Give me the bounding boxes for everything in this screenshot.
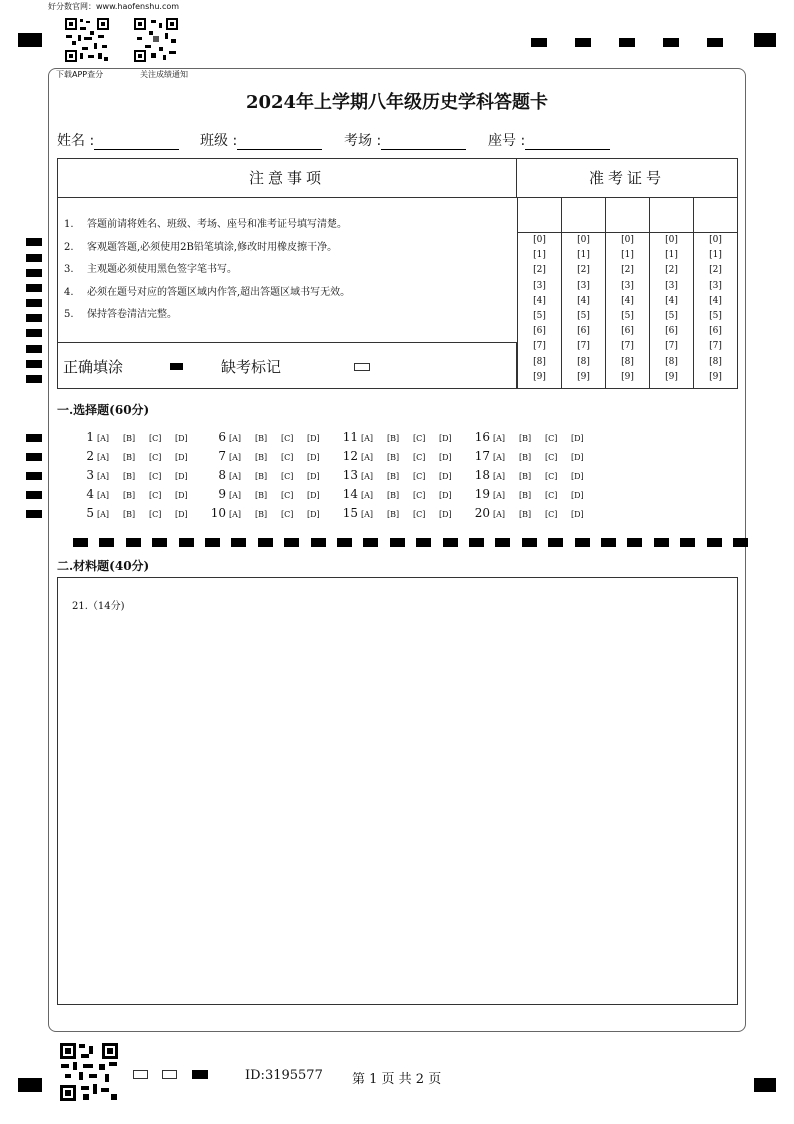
choice-question	[70, 487, 201, 501]
admit-bubble[interactable]: [9]	[709, 371, 722, 382]
timing-mark	[469, 538, 484, 547]
question-number: 3	[86, 468, 94, 482]
timing-mark	[363, 538, 378, 547]
seat-field[interactable]	[488, 130, 610, 150]
timing-mark	[575, 538, 590, 547]
question-number: 12	[342, 449, 358, 463]
admit-bubble[interactable]: [9]	[533, 371, 546, 382]
site-header: 好分数官网：www.haofenshu.com	[48, 2, 180, 11]
option-bubble[interactable]: [A]	[361, 472, 374, 481]
admit-bubble[interactable]: [7]	[621, 341, 634, 352]
admit-bubble[interactable]: [9]	[621, 371, 634, 382]
name-line[interactable]	[94, 136, 179, 150]
admit-bubble[interactable]: [4]	[533, 295, 546, 306]
timing-mark	[531, 38, 547, 47]
option-bubble[interactable]: [A]	[229, 453, 242, 462]
timing-mark	[26, 269, 42, 277]
correct-fill-sample	[170, 363, 183, 370]
notice-item	[64, 214, 350, 237]
timing-mark	[205, 538, 220, 547]
question-number: 17	[474, 449, 490, 463]
timing-mark	[26, 329, 42, 337]
admit-bubble[interactable]: [2]	[577, 265, 590, 276]
admit-bubble[interactable]: [1]	[533, 250, 546, 261]
option-bubble[interactable]: [A]	[493, 434, 506, 443]
option-bubble[interactable]: [D]	[307, 434, 320, 443]
option-bubble[interactable]: [B]	[519, 472, 532, 481]
choice-question	[202, 430, 333, 444]
option-bubble[interactable]: [D]	[571, 472, 584, 481]
option-bubble[interactable]: [C]	[545, 510, 558, 519]
option-bubble[interactable]: [A]	[229, 510, 242, 519]
option-bubble[interactable]: [D]	[571, 491, 584, 500]
admit-bubble[interactable]: [5]	[533, 311, 546, 322]
option-bubble[interactable]: [D]	[307, 472, 320, 481]
admit-column	[649, 198, 693, 388]
timing-mark	[619, 38, 635, 47]
option-bubble[interactable]: [B]	[387, 510, 400, 519]
answer-area-21[interactable]	[57, 577, 738, 1005]
option-bubble[interactable]: [A]	[97, 472, 110, 481]
option-bubble[interactable]: [A]	[493, 472, 506, 481]
seat-line[interactable]	[525, 136, 610, 150]
fill-legend	[58, 342, 517, 388]
choice-question	[466, 430, 597, 444]
question-number: 13	[342, 468, 358, 482]
timing-mark	[26, 254, 42, 262]
option-bubble[interactable]: [A]	[493, 510, 506, 519]
section2-title: 二.材料题(40分)	[57, 559, 150, 573]
section1-title: 一.选择题(60分)	[57, 403, 150, 417]
absent-mark-label: 缺考标记	[221, 358, 282, 376]
option-bubble[interactable]: [B]	[519, 434, 532, 443]
option-bubble[interactable]: [C]	[281, 434, 294, 443]
admit-bubble[interactable]: [7]	[577, 341, 590, 352]
footer-box	[133, 1070, 148, 1079]
timing-mark	[26, 375, 42, 383]
timing-mark	[26, 472, 42, 480]
option-bubble[interactable]: [C]	[149, 472, 162, 481]
option-bubble[interactable]: [B]	[123, 472, 136, 481]
notice-text: 保持答卷清洁完整。	[87, 309, 177, 320]
corner-mark	[18, 33, 42, 47]
admit-bubble[interactable]: [1]	[709, 250, 722, 261]
admit-bubble[interactable]: [7]	[533, 341, 546, 352]
admit-bubble[interactable]: [5]	[577, 311, 590, 322]
choice-question	[334, 449, 465, 463]
notice-item	[64, 237, 350, 260]
option-bubble[interactable]: [B]	[123, 491, 136, 500]
choice-question	[70, 430, 201, 444]
page-number: 第 1 页 共 2 页	[352, 1072, 442, 1087]
timing-mark	[99, 538, 114, 547]
class-field[interactable]	[200, 130, 322, 150]
admit-bubble[interactable]: [6]	[533, 326, 546, 337]
admit-column	[561, 198, 605, 388]
timing-mark	[26, 314, 42, 322]
corner-mark	[754, 33, 776, 47]
option-bubble[interactable]: [D]	[307, 491, 320, 500]
option-bubble[interactable]: [A]	[361, 453, 374, 462]
qr-code-download	[64, 17, 110, 63]
question-number: 19	[474, 487, 490, 501]
admit-bubble[interactable]: [4]	[665, 295, 678, 306]
question-21-label: 21.（14分)	[72, 601, 125, 612]
option-bubble[interactable]: [B]	[387, 491, 400, 500]
choice-question	[334, 506, 465, 520]
option-bubble[interactable]: [B]	[123, 434, 136, 443]
correct-fill-label: 正确填涂	[63, 358, 124, 376]
option-bubble[interactable]: [A]	[361, 434, 374, 443]
notice-num: 5.	[64, 309, 74, 320]
choice-question	[202, 487, 333, 501]
option-bubble[interactable]: [B]	[519, 510, 532, 519]
timing-mark	[680, 538, 695, 547]
option-bubble[interactable]: [B]	[255, 491, 268, 500]
room-line[interactable]	[381, 136, 466, 150]
timing-mark	[601, 538, 616, 547]
option-bubble[interactable]: [B]	[519, 453, 532, 462]
question-number: 1	[86, 430, 94, 444]
admit-bubble[interactable]: [0]	[577, 235, 590, 245]
option-bubble[interactable]: [A]	[229, 434, 242, 443]
timing-mark	[231, 538, 246, 547]
option-bubble[interactable]: [C]	[413, 472, 426, 481]
admit-bubble[interactable]: [9]	[665, 371, 678, 382]
option-bubble[interactable]: [D]	[571, 453, 584, 462]
admit-bubble[interactable]: [0]	[533, 235, 546, 245]
timing-mark	[26, 345, 42, 353]
question-number: 14	[342, 487, 358, 501]
admit-bubble[interactable]: [7]	[709, 341, 722, 352]
admit-column	[693, 198, 737, 388]
option-bubble[interactable]: [C]	[545, 472, 558, 481]
choice-question	[334, 430, 465, 444]
notice-list	[64, 214, 350, 327]
admit-bubble[interactable]: [3]	[577, 280, 590, 291]
timing-mark	[26, 491, 42, 499]
notice-item	[64, 304, 350, 327]
student-info-row	[57, 130, 737, 150]
qr-code-footer	[59, 1042, 119, 1102]
admit-bubble[interactable]: [8]	[577, 356, 590, 367]
timing-mark	[26, 510, 42, 518]
admit-bubble[interactable]: [2]	[621, 265, 634, 276]
choice-question	[334, 487, 465, 501]
option-bubble[interactable]: [A]	[97, 434, 110, 443]
corner-mark	[754, 1078, 776, 1092]
option-bubble[interactable]: [D]	[175, 453, 188, 462]
option-bubble[interactable]: [D]	[439, 434, 452, 443]
qr-caption-download: 下载APP查分	[56, 70, 104, 79]
option-bubble[interactable]: [C]	[149, 510, 162, 519]
option-bubble[interactable]: [A]	[361, 491, 374, 500]
timing-mark	[26, 434, 42, 442]
option-bubble[interactable]: [C]	[281, 472, 294, 481]
question-number: 11	[342, 430, 358, 444]
timing-mark	[26, 453, 42, 461]
admit-bubble[interactable]: [3]	[709, 280, 722, 291]
admit-bubble[interactable]: [5]	[709, 311, 722, 322]
question-number: 5	[86, 506, 94, 520]
notice-num: 4.	[64, 286, 74, 298]
option-bubble[interactable]: [D]	[175, 434, 188, 443]
timing-mark	[707, 538, 722, 547]
choice-question	[70, 506, 201, 520]
admit-bubble[interactable]: [7]	[665, 341, 678, 352]
timing-mark	[663, 38, 679, 47]
admit-digit-box[interactable]	[518, 198, 561, 233]
admit-bubble[interactable]: [5]	[665, 311, 678, 322]
notice-num: 3.	[64, 264, 74, 275]
option-bubble[interactable]: [B]	[387, 472, 400, 481]
option-bubble[interactable]: [B]	[123, 453, 136, 462]
option-bubble[interactable]: [A]	[97, 453, 110, 462]
notice-num: 1.	[64, 219, 74, 230]
admit-column	[517, 198, 561, 388]
option-bubble[interactable]: [D]	[571, 510, 584, 519]
admit-bubble[interactable]: [1]	[577, 250, 590, 261]
timing-mark	[73, 538, 88, 547]
option-bubble[interactable]: [B]	[255, 434, 268, 443]
admit-bubble[interactable]: [5]	[621, 311, 634, 322]
timing-mark	[654, 538, 669, 547]
timing-mark	[575, 38, 591, 47]
admit-bubble[interactable]: [2]	[665, 265, 678, 276]
room-field[interactable]	[344, 130, 466, 150]
option-bubble[interactable]: [C]	[281, 491, 294, 500]
name-field[interactable]	[57, 130, 179, 150]
option-bubble[interactable]: [A]	[97, 510, 110, 519]
corner-mark	[18, 1078, 42, 1092]
question-number: 7	[218, 449, 226, 463]
option-bubble[interactable]: [D]	[439, 510, 452, 519]
option-bubble[interactable]: [A]	[229, 491, 242, 500]
admit-bubble[interactable]: [6]	[709, 326, 722, 337]
option-bubble[interactable]: [C]	[149, 434, 162, 443]
class-label: 班级 :	[200, 133, 238, 149]
option-bubble[interactable]: [A]	[493, 453, 506, 462]
option-bubble[interactable]: [B]	[255, 453, 268, 462]
choice-question	[202, 449, 333, 463]
option-bubble[interactable]: [B]	[123, 510, 136, 519]
timing-mark	[26, 360, 42, 368]
footer-mark	[192, 1070, 208, 1079]
timing-mark	[258, 538, 273, 547]
admit-bubble[interactable]: [3]	[533, 280, 546, 291]
page-title: 2024年上学期八年级历史学科答题卡	[245, 92, 549, 113]
admit-bubble[interactable]: [0]	[709, 235, 722, 245]
timing-mark	[707, 38, 723, 47]
admit-bubble[interactable]: [2]	[533, 265, 546, 276]
option-bubble[interactable]: [C]	[149, 453, 162, 462]
option-bubble[interactable]: [D]	[175, 510, 188, 519]
choice-question	[202, 468, 333, 482]
timing-mark	[337, 538, 352, 547]
notice-text: 主观题必须使用黑色签字笔书写。	[87, 264, 237, 275]
question-number: 18	[474, 468, 490, 482]
admit-bubble[interactable]: [9]	[577, 371, 590, 382]
timing-mark	[733, 538, 748, 547]
class-line[interactable]	[237, 136, 322, 150]
admit-bubble[interactable]: [4]	[621, 295, 634, 306]
option-bubble[interactable]: [A]	[361, 510, 374, 519]
option-bubble[interactable]: [C]	[281, 510, 294, 519]
name-label: 姓名 :	[57, 133, 95, 149]
timing-mark	[126, 538, 141, 547]
timing-mark	[179, 538, 194, 547]
question-number: 9	[218, 487, 226, 501]
admit-digit-box[interactable]	[694, 198, 737, 233]
option-bubble[interactable]: [C]	[413, 453, 426, 462]
notice-text: 必须在题号对应的答题区域内作答,超出答题区域书写无效。	[87, 286, 351, 298]
footer-box	[162, 1070, 177, 1079]
option-bubble[interactable]: [D]	[307, 453, 320, 462]
option-bubble[interactable]: [D]	[439, 491, 452, 500]
question-number: 2	[86, 449, 94, 463]
notice-num: 2.	[64, 241, 74, 253]
question-number: 15	[342, 506, 358, 520]
admit-bubble[interactable]: [6]	[665, 326, 678, 337]
option-bubble[interactable]: [A]	[493, 491, 506, 500]
timing-mark	[548, 538, 563, 547]
timing-mark	[26, 299, 42, 307]
option-bubble[interactable]: [D]	[175, 472, 188, 481]
notice-box	[57, 158, 738, 389]
option-bubble[interactable]: [A]	[229, 472, 242, 481]
option-bubble[interactable]: [A]	[97, 491, 110, 500]
option-bubble[interactable]: [C]	[413, 491, 426, 500]
notice-heading: 注意事项	[58, 159, 517, 198]
qr-caption-follow: 关注成绩通知	[140, 70, 188, 79]
option-bubble[interactable]: [B]	[255, 510, 268, 519]
admit-digit-box[interactable]	[562, 198, 605, 233]
admit-bubble[interactable]: [3]	[621, 280, 634, 291]
option-bubble[interactable]: [D]	[439, 453, 452, 462]
sheet-id: ID:3195577	[245, 1068, 323, 1083]
option-bubble[interactable]: [C]	[281, 453, 294, 462]
choice-question	[466, 468, 597, 482]
option-bubble[interactable]: [D]	[307, 510, 320, 519]
notice-item	[64, 282, 350, 305]
admit-bubble[interactable]: [6]	[621, 326, 634, 337]
timing-mark	[26, 238, 42, 246]
absent-mark-box[interactable]	[354, 363, 370, 371]
choice-question	[202, 506, 333, 520]
choice-question	[70, 468, 201, 482]
question-number: 16	[474, 430, 490, 444]
notice-item	[64, 259, 350, 282]
admit-bubble[interactable]: [2]	[709, 265, 722, 276]
choice-question	[466, 487, 597, 501]
admit-bubble[interactable]: [4]	[709, 295, 722, 306]
admit-bubble[interactable]: [1]	[665, 250, 678, 261]
admit-digit-box[interactable]	[650, 198, 693, 233]
option-bubble[interactable]: [B]	[519, 491, 532, 500]
admit-column	[605, 198, 649, 388]
option-bubble[interactable]: [D]	[571, 434, 584, 443]
option-bubble[interactable]: [B]	[255, 472, 268, 481]
admit-bubble[interactable]: [8]	[665, 356, 678, 367]
option-bubble[interactable]: [C]	[413, 510, 426, 519]
option-bubble[interactable]: [C]	[545, 453, 558, 462]
seat-label: 座号 :	[488, 133, 526, 149]
notice-text: 答题前请将姓名、班级、考场、座号和准考证号填写清楚。	[87, 219, 347, 230]
admit-bubble[interactable]: [0]	[621, 235, 634, 245]
timing-mark	[311, 538, 326, 547]
option-bubble[interactable]: [B]	[387, 453, 400, 462]
timing-mark	[284, 538, 299, 547]
admit-bubble[interactable]: [8]	[709, 356, 722, 367]
timing-mark	[495, 538, 510, 547]
admit-bubble[interactable]: [8]	[621, 356, 634, 367]
room-label: 考场 :	[344, 133, 382, 149]
option-bubble[interactable]: [C]	[545, 491, 558, 500]
option-bubble[interactable]: [B]	[387, 434, 400, 443]
admit-bubble[interactable]: [4]	[577, 295, 590, 306]
option-bubble[interactable]: [D]	[175, 491, 188, 500]
notice-text: 客观题答题,必须使用2B铅笔填涂,修改时用橡皮擦干净。	[87, 241, 338, 253]
question-number: 10	[210, 506, 226, 520]
choice-question	[334, 468, 465, 482]
admit-bubble[interactable]: [3]	[665, 280, 678, 291]
question-number: 4	[86, 487, 94, 501]
choice-question	[466, 449, 597, 463]
timing-mark	[522, 538, 537, 547]
admit-bubble[interactable]: [6]	[577, 326, 590, 337]
option-bubble[interactable]: [C]	[149, 491, 162, 500]
timing-mark	[443, 538, 458, 547]
choice-question	[466, 506, 597, 520]
admit-number-heading: 准考证号	[517, 159, 737, 198]
choice-question	[70, 449, 201, 463]
option-bubble[interactable]: [D]	[439, 472, 452, 481]
timing-mark	[152, 538, 167, 547]
timing-mark	[390, 538, 405, 547]
timing-mark	[416, 538, 431, 547]
option-bubble[interactable]: [C]	[545, 434, 558, 443]
admit-digit-box[interactable]	[606, 198, 649, 233]
admit-bubble[interactable]: [1]	[621, 250, 634, 261]
question-number: 8	[218, 468, 226, 482]
timing-mark	[26, 284, 42, 292]
question-number: 20	[474, 506, 490, 520]
qr-code-follow	[133, 17, 179, 63]
question-number: 6	[218, 430, 226, 444]
option-bubble[interactable]: [C]	[413, 434, 426, 443]
admit-bubble[interactable]: [8]	[533, 356, 546, 367]
timing-mark	[627, 538, 642, 547]
admit-bubble[interactable]: [0]	[665, 235, 678, 245]
